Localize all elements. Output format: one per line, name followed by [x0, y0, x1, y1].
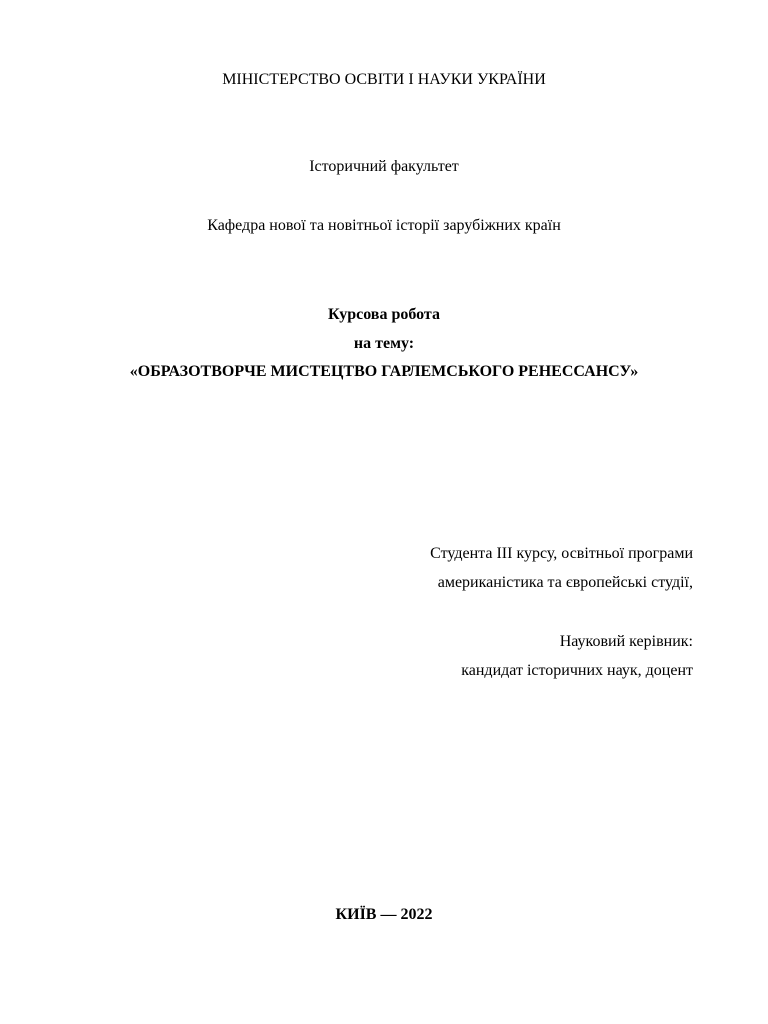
on-topic-label: на тему: — [353, 335, 415, 352]
work-type: Курсова робота — [328, 306, 440, 323]
supervisor-label: Науковий керівник: — [559, 633, 693, 650]
student-info-line-2: американістика та європейські студії, — [437, 574, 693, 591]
topic-title: «ОБРАЗОТВОРЧЕ МИСТЕЦТВО ГАРЛЕМСЬКОГО РЕНЕССАНСУ» — [129, 363, 639, 380]
faculty-name: Історичний факультет — [309, 158, 459, 175]
department-name: Кафедра нової та новітньої історії зарубіжних країн — [207, 217, 561, 234]
ministry-heading: МІНІСТЕРСТВО ОСВІТИ І НАУКИ УКРАЇНИ — [222, 71, 546, 88]
student-info-line-1: Студента ІІІ курсу, освітньої програми — [430, 545, 693, 562]
supervisor-title: кандидат історичних наук, доцент — [461, 662, 693, 679]
city-year: КИЇВ — 2022 — [335, 906, 433, 923]
